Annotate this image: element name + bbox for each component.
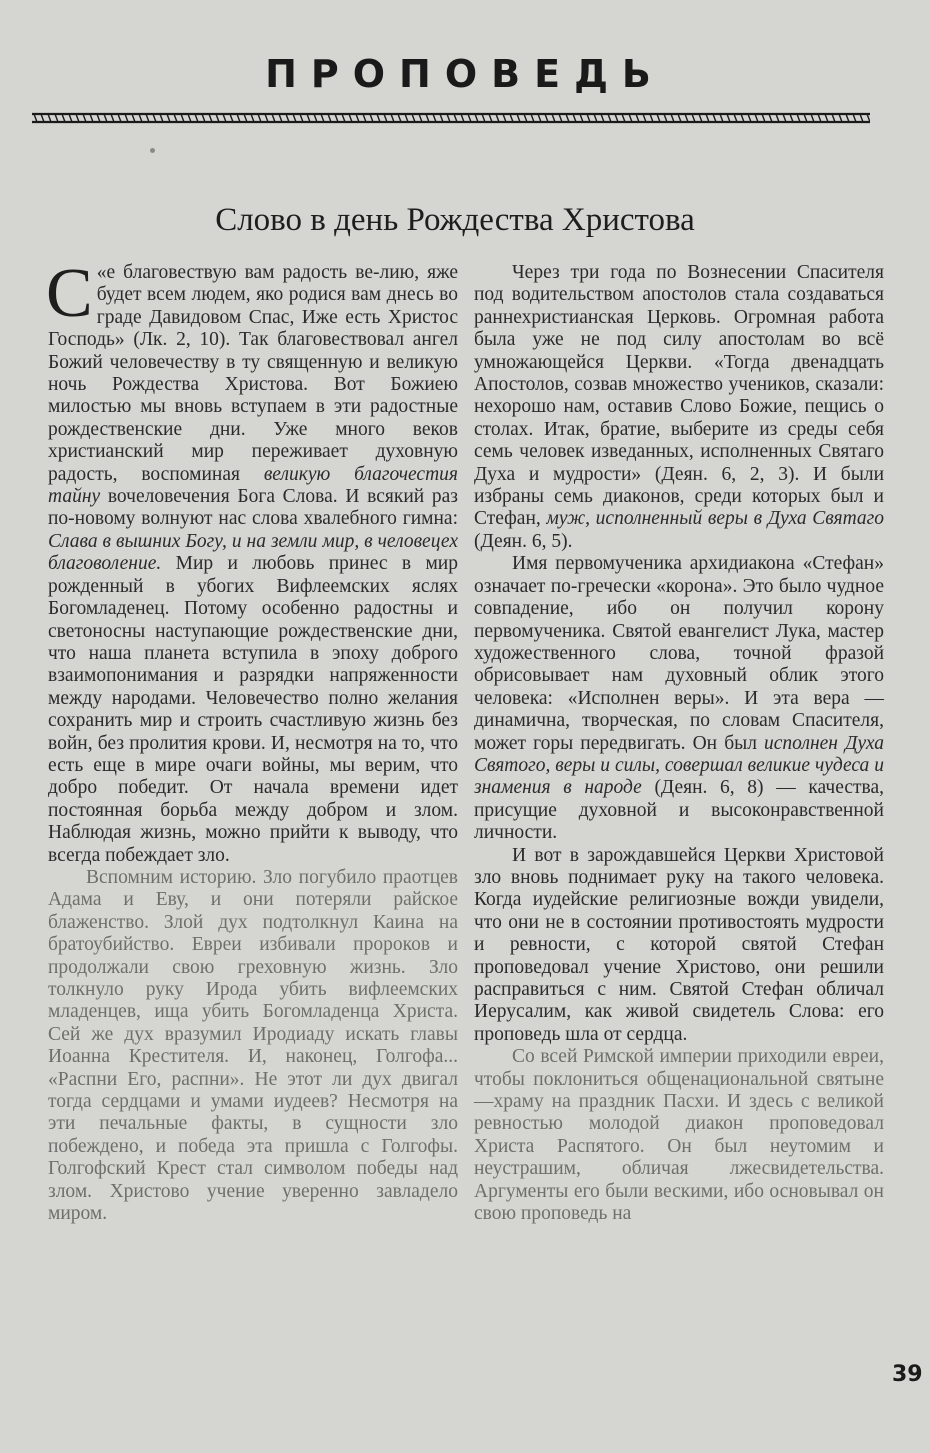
opening-quote: «: [96, 262, 107, 283]
article-title: Слово в день Рождества Христова: [215, 202, 695, 238]
right-p2-text-a: Имя первомученика архидиакона «Стефан» означает по-гречески «корона». Это было чудное совпадение, ибо он получил корону первомученика. Святой евангелист Лука, мастер художественного слова, точной фразой обрисовывает нам духовный облик этого человека: «Исполнен веры». И эта вера — динамична, творческая, по словам Спасителя, может горы передвигать. Он был: [474, 553, 884, 754]
left-p1-italic-1: великую благочестия тайну: [48, 463, 458, 508]
right-paragraph-4: Со всей Римской империи приходили евреи, чтобы поклониться общенациональной святыне—храму на праздник Пасхи. И здесь с великой ревностью молодой диакон проповедовал Христа Распятого. Он был неутомим и неустрашим, обличая лжесвидетельства. Аргументы его были вескими, ибо основывал он свою проповедь на: [474, 1046, 884, 1225]
right-paragraph-3: И вот в зарождавшейся Церкви Христовой зло вновь поднимает руку на такого человека. Когда иудейские религиозные вожди увидели, что они не в состоянии противостоять мудрости и ревности, с которой святой Стефан проповедовал учение Христово, они решили расправиться с ним. Святой Стефан обличал Иерусалим, как живой свидетель Слова: его проповедь шла от сердца.: [474, 844, 884, 1045]
left-paragraph-2: Вспомним историю. Зло погубило праотцев Адама и Еву, и они потеряли райское блаженство. Злой дух подтолкнул Каина на братоубийство. Евреи избивали пророков и продолжали свою греховную жизнь. Зло толкнуло руку Ирода убить вифлеемских младенцев, ища убить Богомладенца Христа. Сей же дух вразумил Иродиаду искать главы Иоанна Крестителя. И, наконец, Голгофа... «Распни Его, распни». Не этот ли дух двигал тогда сердцами и умами иудеев? Несмотря на эти печальные факты, в сущности зло побеждено, и победа эта пришла с Голгофы. Голгофский Крест стал символом победы над злом. Христово учение уверенно завладело миром.: [48, 866, 458, 1225]
left-p1-text-a: е благовествую вам радость ве-лию, яже будет всем людем, яко родися вам днесь во граде Давидовом Спас, Иже есть Христос Господь» (Лк. 2, 10). Так благовествовал ангел Божий человечеству в ту священную и великую ночь Рождества Христова. Вот Божиею милостью мы вновь вступаем в эти радостные рождественские дни. Уже много веков христианский мир переживает духовную радость, воспоминая: [48, 262, 458, 485]
page-number: 39: [892, 1362, 923, 1387]
left-p1-text-c: Мир и любовь принес в мир рожденный в убогих Вифлеемских яслях Богомладенец. Потому особенно радостны и светоносны наступающие рождественские дни, что наша планета вступила в эпоху доброго взаимопонимания и разрядки напряженности между народами. Человечество полно желания сохранить мир и строить счастливую жизнь без войн, без пролития крови. И, несмотря на то, что есть еще в мире очаги войны, мы верим, что добро победит. От начала времени идет постоянная борьба между добром и злом. Наблюдая жизнь, можно прийти к выводу, что всегда побеждает зло.: [48, 553, 458, 866]
left-p1-italic-2: Слава в вышних Богу, и на земли мир, в человецех благоволение.: [48, 530, 458, 575]
section-title: ПРОПОВЕДЬ: [265, 52, 665, 96]
right-column: [474, 262, 884, 1225]
right-p2-text-b: (Деян. 6, 8) — качества, присущие духовной и высоконравственной личности.: [474, 777, 884, 844]
left-column: [46, 255, 458, 1225]
right-p1-text-a: Через три года по Вознесении Спасителя под водительством апостолов стала создаваться раннехристианская Церковь. Огромная работа была уже не под силу апостолам во всё умножающейся Церкви. «Тогда двенадцать Апостолов, созвав множество учеников, сказали: нехорошо нам, оставив Слово Божие, пещись о столах. Итак, братие, выберите из среды себя семь человек изведанных, исполненных Святаго Духа и мудрости» (Деян. 6, 2, 3). И были избраны семь диаконов, среди которых был и Стефан,: [474, 262, 884, 530]
right-p1-italic: муж, исполненный веры в Духа Святаго: [546, 508, 884, 530]
left-p1-text-b: вочеловечения Бога Слова. И всякий раз по-новому волнуют нас слова хвалебного гимна:: [48, 486, 458, 530]
ornamental-rule: [32, 111, 870, 125]
left-paragraph-1: [46, 255, 458, 867]
right-p1-text-b: (Деян. 6, 5).: [474, 530, 573, 552]
drop-cap: С: [46, 255, 93, 332]
right-paragraph-1: [474, 262, 884, 553]
print-speck: [150, 148, 155, 153]
right-paragraph-2: [474, 553, 884, 844]
right-p2-italic: исполнен Духа Святого, веры и силы, совершал великие чудеса и знамения в народе: [474, 732, 884, 799]
